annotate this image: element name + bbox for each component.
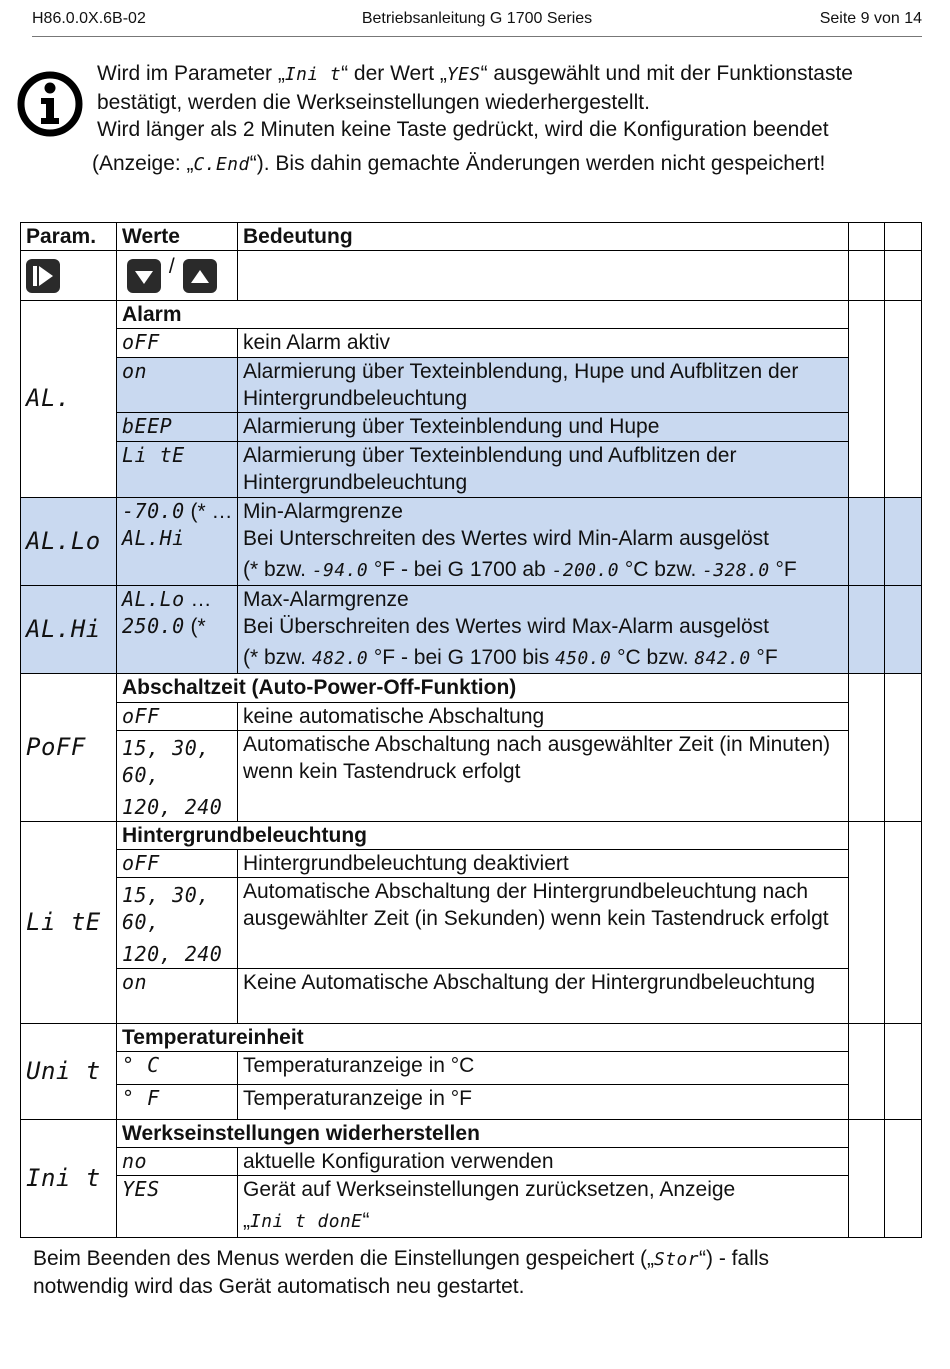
code-yes: YES [446, 64, 481, 85]
table-row: Li tE Alarmierung über Texteinblendung und Aufblitzen der Hintergrundbeleuchtung [21, 442, 922, 498]
intro-line-3: Wird länger als 2 Minuten keine Taste gedrückt, wird die Konfiguration beendet [97, 118, 829, 141]
param-alhi: AL.Hi [21, 586, 117, 674]
section-title: Hintergrundbeleuchtung [117, 822, 849, 850]
table-row: oFF kein Alarm aktiv [21, 329, 922, 358]
table-row: 15, 30, 60, 120, 240 Automatische Abschaltung nach ausgewählter Zeit (in Minuten) wenn kein Tastendruck erfolgt [21, 731, 922, 822]
table-row: AL.Lo -70.0 (* … AL.Hi Min-Alarmgrenze Bei Unterschreiten des Wertes wird Min-Alarm ausgelöst (* bzw. -94.0 °F - bei G 1700 ab -200.0 °C bzw. -328.0 °F [21, 498, 922, 586]
code-stor: Stor [654, 1249, 700, 1270]
intro-line-2: bestätigt, werden die Werkseinstellungen wiederhergestellt. [97, 90, 650, 114]
table-row: oFF Hintergrundbeleuchtung deaktiviert [21, 850, 922, 878]
section-title: Temperatureinheit [117, 1024, 849, 1052]
col-werte: Werte [117, 223, 238, 251]
param-init: Ini t [21, 1120, 117, 1238]
table-row: no aktuelle Konfiguration verwenden [21, 1148, 922, 1176]
doc-title: Betriebsanleitung G 1700 Series [361, 10, 593, 27]
page-header [32, 8, 922, 37]
info-icon [16, 70, 84, 138]
param-unit: Uni t [21, 1024, 117, 1120]
param-al: AL. [21, 301, 117, 498]
down-key-icon [127, 259, 161, 293]
table-row [21, 1024, 922, 1052]
table-row: AL.Hi AL.Lo … 250.0 (* Max-Alarmgrenze Bei Überschreiten des Wertes wird Max-Alarm ausgelöst (* bzw. 482.0 °F - bei G 1700 bis 450.0 °C bzw. 842.0 °F [21, 586, 922, 674]
code-cend: C.End [193, 153, 250, 175]
page-number: Seite 9 von 14 [819, 10, 922, 27]
table-row: ° C Temperaturanzeige in °C [21, 1052, 922, 1085]
closing-note: Beim Beenden des Menus werden die Einstellungen gespeichert („Stor“) - falls notwendig wird das Gerät automatisch neu gestartet. [33, 1247, 770, 1298]
section-title: Abschaltzeit (Auto-Power-Off-Funktion) [117, 674, 849, 703]
doc-id: H86.0.0X.6B-02 [32, 10, 146, 27]
key-row [21, 251, 922, 301]
table-row: on Keine Automatische Abschaltung der Hintergrundbeleuchtung [21, 969, 922, 1024]
table-row [21, 1120, 922, 1148]
up-key-icon [183, 259, 217, 293]
section-title: Alarm [117, 301, 849, 329]
param-lite: Li tE [21, 822, 117, 1024]
parameter-table [20, 222, 922, 1238]
table-row: ° F Temperaturanzeige in °F [21, 1085, 922, 1120]
table-row: bEEP Alarmierung über Texteinblendung und Hupe [21, 413, 922, 442]
table-row: oFF keine automatische Abschaltung [21, 703, 922, 731]
table-header-row [21, 223, 922, 251]
intro-note [92, 60, 937, 178]
key-separator: / [168, 254, 175, 278]
table-row [21, 301, 922, 329]
code-init: Ini t [284, 64, 342, 85]
table-row: YES Gerät auf Werkseinstellungen zurücksetzen, Anzeige „Ini t donE“ [21, 1176, 922, 1238]
col-bedeutung: Bedeutung [238, 223, 849, 251]
section-title: Werkseinstellungen widerherstellen [117, 1120, 849, 1148]
table-row [21, 674, 922, 703]
set-key-icon [26, 259, 60, 293]
table-row: 15, 30, 60, 120, 240 Automatische Abschaltung der Hintergrundbeleuchtung nach ausgewählter Zeit (in Sekunden) wenn kein Tastendruck erfolgt [21, 878, 922, 969]
col-param: Param. [21, 223, 117, 251]
param-allo: AL.Lo [21, 498, 117, 586]
table-row [21, 822, 922, 850]
intro-line-1: Wird im Parameter „Ini t“ der Wert „YES“ ausgewählt und mit der Funktionstaste [97, 62, 853, 85]
intro-line-4: (Anzeige: „C.End“). Bis dahin gemachte Änderungen werden nicht gespeichert! [92, 151, 826, 175]
table-row: on Alarmierung über Texteinblendung, Hupe und Aufblitzen der Hintergrundbeleuchtung [21, 358, 922, 413]
param-poff: PoFF [21, 674, 117, 822]
